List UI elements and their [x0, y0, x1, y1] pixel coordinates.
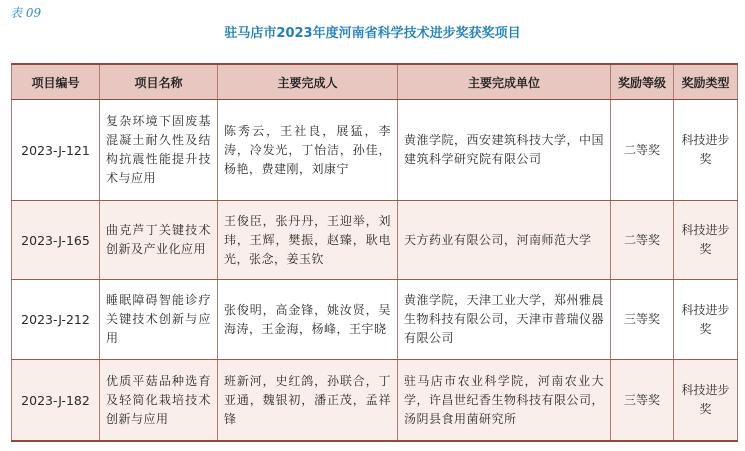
header-project-name: 项目名称 — [100, 64, 218, 100]
main-people-cell: 王俊臣，张丹丹，王迎举，刘玮，王辉，樊振，赵臻，耿电光，张念，姜玉钦 — [218, 201, 398, 280]
project-name-cell: 优质平菇品种选育及轻简化栽培技术创新与应用 — [100, 360, 218, 442]
award-type-cell: 科技进步奖 — [674, 100, 738, 201]
award-level-cell: 二等奖 — [611, 201, 674, 280]
table-row — [12, 360, 738, 442]
table-row — [12, 280, 738, 360]
project-name-cell: 睡眠障碍智能诊疗关键技术创新与应用 — [100, 280, 218, 360]
table-label: 表 09 — [10, 6, 42, 20]
project-id-cell: 2023-J-121 — [12, 100, 100, 201]
project-id-cell: 2023-J-165 — [12, 201, 100, 280]
main-people-cell: 张俊明，高金锋，姚汝贤，吴海涛，王金海，杨峰，王宇晓 — [218, 280, 398, 360]
main-people-cell: 班新河，史红鸽，孙联合，丁亚通，魏银初，潘正茂，孟祥锋 — [218, 360, 398, 442]
table-row — [12, 100, 738, 201]
award-level-cell: 三等奖 — [611, 360, 674, 442]
header-main-units: 主要完成单位 — [398, 64, 611, 100]
header-main-people: 主要完成人 — [218, 64, 398, 100]
main-units-cell: 黄淮学院，西安建筑科技大学，中国建筑科学研究院有限公司 — [398, 100, 611, 201]
project-name-cell: 曲克芦丁关键技术创新及产业化应用 — [100, 201, 218, 280]
main-units-cell: 驻马店市农业科学院，河南农业大学，许昌世纪香生物科技有限公司，汤阴县食用菌研究所 — [398, 360, 611, 442]
project-id-cell: 2023-J-212 — [12, 280, 100, 360]
award-level-cell: 二等奖 — [611, 100, 674, 201]
project-id-cell: 2023-J-182 — [12, 360, 100, 442]
page-title: 驻马店市2023年度河南省科学技术进步奖获奖项目 — [224, 26, 521, 41]
table-header-row — [12, 64, 738, 100]
awards-table — [11, 63, 738, 442]
main-units-cell: 天方药业有限公司，河南师范大学 — [398, 201, 611, 280]
main-units-cell: 黄淮学院，天津工业大学，郑州雅晨生物科技有限公司，天津市普瑞仪器有限公司 — [398, 280, 611, 360]
project-name-cell: 复杂环境下固废基混凝土耐久性及结构抗震性能提升技术与应用 — [100, 100, 218, 201]
award-type-cell: 科技进步奖 — [674, 201, 738, 280]
award-level-cell: 三等奖 — [611, 280, 674, 360]
header-project-id: 项目编号 — [12, 64, 100, 100]
header-award-type: 奖励类型 — [674, 64, 738, 100]
table-row — [12, 201, 738, 280]
award-type-cell: 科技进步奖 — [674, 280, 738, 360]
main-people-cell: 陈秀云，王社良，展猛，李涛，冷发光，丁怡洁，孙佳，杨艳，费建刚，刘康宁 — [218, 100, 398, 201]
header-award-level: 奖励等级 — [611, 64, 674, 100]
award-type-cell: 科技进步奖 — [674, 360, 738, 442]
